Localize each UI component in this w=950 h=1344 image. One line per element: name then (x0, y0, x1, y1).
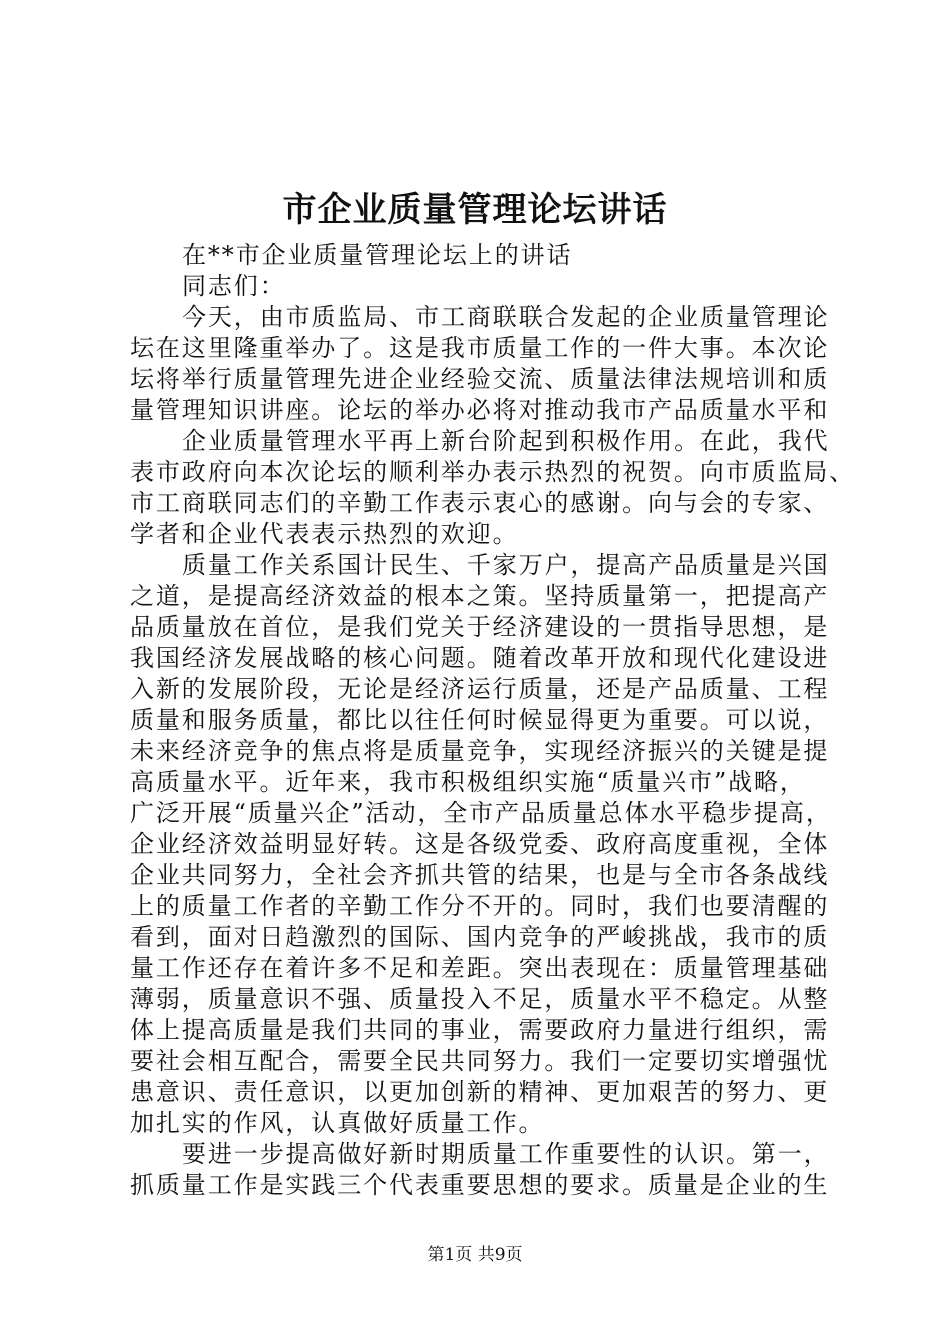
document-title: 市企业质量管理论坛讲话 (282, 190, 668, 230)
paragraph-line: 量工作还存在着许多不足和差距。突出表现在：质量管理基础 (130, 954, 830, 982)
page-footer: 第1页 共9页 (427, 1245, 523, 1265)
paragraph-line: 今天，由市质监局、市工商联联合发起的企业质量管理论 (182, 303, 830, 331)
paragraph-line: 之道，是提高经济效益的根本之策。坚持质量第一，把提高产 (130, 582, 830, 610)
paragraph-line: 高质量水平。近年来，我市积极组织实施“质量兴市”战略， (130, 768, 806, 796)
salutation-line: 同志们： (182, 272, 286, 300)
paragraph-line: 企业共同努力，全社会齐抓共管的结果，也是与全市各条战线 (130, 861, 830, 889)
paragraph-line: 入新的发展阶段，无论是经济运行质量，还是产品质量、工程 (130, 675, 830, 703)
paragraph-line: 患意识、责任意识，以更加创新的精神、更加艰苦的努力、更 (130, 1078, 830, 1106)
paragraph-line: 表市政府向本次论坛的顺利举办表示热烈的祝贺。向市质监局、 (130, 458, 856, 486)
paragraph-line: 抓质量工作是实践三个代表重要思想的要求。质量是企业的生 (130, 1171, 830, 1199)
paragraph-line: 要进一步提高做好新时期质量工作重要性的认识。第一， (182, 1140, 830, 1168)
paragraph-line: 广泛开展“质量兴企”活动，全市产品质量总体水平稳步提高， (130, 799, 832, 827)
paragraph-line: 体上提高质量是我们共同的事业，需要政府力量进行组织，需 (130, 1016, 830, 1044)
paragraph-line: 量管理知识讲座。论坛的举办必将对推动我市产品质量水平和 (130, 396, 830, 424)
paragraph-line: 坛在这里隆重举办了。这是我市质量工作的一件大事。本次论 (130, 334, 830, 362)
paragraph-line: 学者和企业代表表示热烈的欢迎。 (130, 520, 519, 548)
paragraph-line: 质量和服务质量，都比以往任何时候显得更为重要。可以说， (130, 706, 830, 734)
paragraph-line: 企业质量管理水平再上新台阶起到积极作用。在此，我代 (182, 427, 830, 455)
document-body (130, 240, 856, 1201)
paragraph-line: 上的质量工作者的辛勤工作分不开的。同时，我们也要清醒的 (130, 892, 830, 920)
paragraph-line: 薄弱，质量意识不强、质量投入不足，质量水平不稳定。从整 (130, 985, 830, 1013)
paragraph-line: 我国经济发展战略的核心问题。随着改革开放和现代化建设进 (130, 644, 830, 672)
paragraph-line: 市工商联同志们的辛勤工作表示衷心的感谢。向与会的专家、 (130, 489, 830, 517)
paragraph-line: 未来经济竞争的焦点将是质量竞争，实现经济振兴的关键是提 (130, 737, 830, 765)
subtitle-line: 在**市企业质量管理论坛上的讲话 (182, 241, 573, 269)
paragraph-line: 要社会相互配合，需要全民共同努力。我们一定要切实增强忧 (130, 1047, 830, 1075)
paragraph-line: 坛将举行质量管理先进企业经验交流、质量法律法规培训和质 (130, 365, 830, 393)
paragraph-line: 品质量放在首位，是我们党关于经济建设的一贯指导思想，是 (130, 613, 830, 641)
paragraph-line: 企业经济效益明显好转。这是各级党委、政府高度重视，全体 (130, 830, 830, 858)
paragraph-line: 看到，面对日趋激烈的国际、国内竞争的严峻挑战，我市的质 (130, 923, 830, 951)
paragraph-line: 质量工作关系国计民生、千家万户，提高产品质量是兴国 (182, 551, 830, 579)
paragraph-line: 加扎实的作风，认真做好质量工作。 (130, 1109, 545, 1137)
